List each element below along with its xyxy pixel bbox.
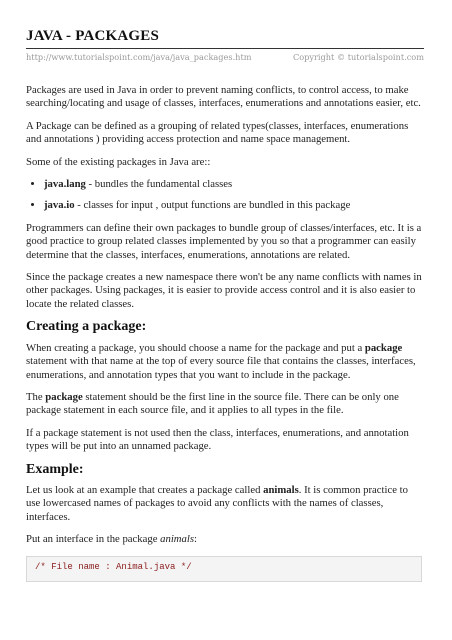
interface-paragraph bbox=[26, 533, 424, 546]
title-divider bbox=[26, 48, 424, 49]
creating-paragraph bbox=[26, 342, 424, 382]
example-paragraph bbox=[26, 484, 424, 524]
article-body bbox=[26, 84, 424, 582]
section-heading-example: Example: bbox=[26, 461, 84, 477]
code-block bbox=[26, 556, 422, 582]
section-heading-creating: Creating a package: bbox=[26, 319, 147, 335]
existing-packages-intro: Some of the existing packages in Java are:: bbox=[26, 155, 211, 168]
package-list bbox=[26, 178, 424, 213]
unnamed-package-paragraph: If a package statement is not used then the class, interfaces, enumerations, and annotation types will be put into an unnamed package. bbox=[26, 426, 409, 453]
copyright-notice: Copyright © tutorialspoint.com bbox=[292, 52, 424, 62]
page-title: JAVA - PACKAGES bbox=[26, 28, 160, 44]
text-run: The bbox=[26, 390, 46, 403]
text-run: statement with that name at the top of every source file that contains the classes, interfaces, enumerations, and annotation types that you want to include in the package. bbox=[26, 355, 416, 381]
package-name: java.io bbox=[44, 199, 75, 212]
package-description: - classes for input , output functions are bundled in this package bbox=[74, 199, 351, 212]
keyword: package bbox=[364, 341, 403, 354]
package-name: java.lang bbox=[44, 178, 86, 191]
intro-paragraph: Packages are used in Java in order to prevent naming conflicts, to control access, to make searching/locating and usage of classes, interfaces, enumerations and annotations easier, etc. bbox=[26, 84, 421, 110]
namespace-paragraph: Since the package creates a new namespace there won't be any name conflicts with names in other packages. Using packages, it is easier to provide access control and it is also easier to locate the related classes. bbox=[26, 271, 422, 310]
keyword: package bbox=[45, 390, 83, 403]
first-line-paragraph bbox=[26, 391, 424, 418]
text-run: Let us look at an example that creates a package called bbox=[26, 483, 264, 496]
text-run: : bbox=[194, 533, 197, 546]
text-run: statement should be the first line in the source file. There can be only one package statement in each source file, and it applies to all types in the file. bbox=[26, 390, 399, 417]
package-description: - bundles the fundamental classes bbox=[85, 178, 233, 191]
text-run: Put an interface in the package bbox=[26, 533, 161, 546]
definition-paragraph: A Package can be defined as a grouping of related types(classes, interfaces, enumerations and annotations ) providing access protection and name space management. bbox=[26, 119, 409, 146]
list-item bbox=[44, 199, 424, 212]
keyword: animals bbox=[263, 483, 299, 496]
keyword: animals bbox=[160, 533, 194, 546]
good-practice-paragraph: Programmers can define their own packages to bundle group of classes/interfaces, etc. It is a good practice to group related classes implemented by you so that a programmer can easily determine that the classes, interfaces, enumerations, annotations are related. bbox=[26, 221, 422, 261]
text-run: When creating a package, you should choose a name for the package and put a bbox=[26, 341, 365, 354]
code-comment: /* File name : Animal.java */ bbox=[35, 561, 192, 572]
list-item bbox=[44, 178, 424, 191]
text-run: . It is common practice to use lowercased names of packages to avoid any conflicts with the names of classes, interfaces. bbox=[26, 483, 408, 523]
source-url[interactable]: http://www.tutorialspoint.com/java/java_packages.htm bbox=[26, 52, 252, 62]
